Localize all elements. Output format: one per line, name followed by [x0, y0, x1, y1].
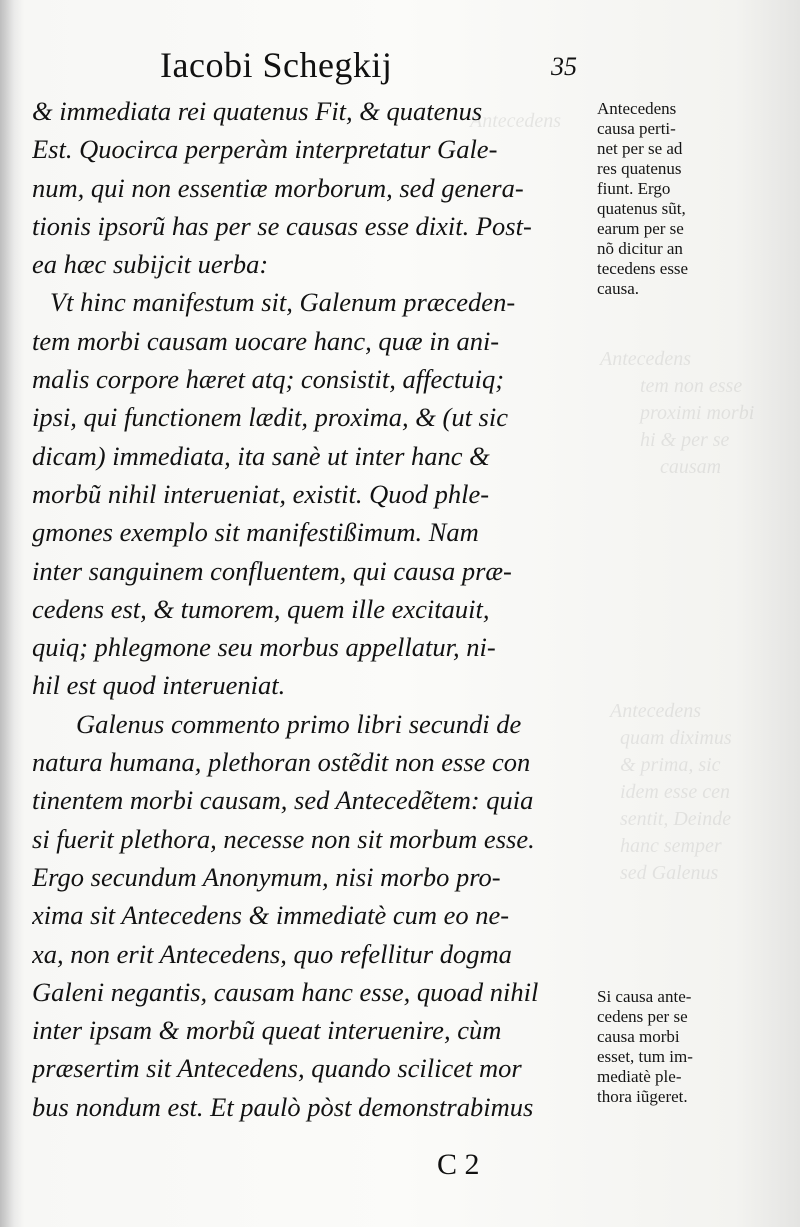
margin-note-line: nõ dicitur an [597, 239, 683, 258]
margin-note-line: esset, tum im- [597, 1047, 693, 1066]
text-line: præsertim sit Antecedens, quando scilicet mor [32, 1053, 522, 1084]
text-line: tinentem morbi causam, sed Antecedẽtem: quia [32, 785, 534, 816]
quote-line: inter sanguinem confluentem, qui causa præ- [32, 555, 512, 586]
margin-note-antecedens [597, 99, 797, 299]
margin-note-line: fiunt. Ergo [597, 179, 671, 198]
quote-line: ipsi, qui functionem lædit, proxima, & (ut sic [32, 402, 508, 433]
quote-line: Vt hinc manifestum sit, Galenum præceden- [50, 287, 516, 318]
margin-note-line: causa. [597, 279, 640, 298]
text-line: Ergo secundum Anonymum, nisi morbo pro- [32, 861, 501, 892]
quote-line: cedens est, & tumorem, quem ille excitauit, [32, 593, 490, 624]
text-line: natura humana, plethoran ostẽdit non esse con [32, 747, 531, 778]
margin-note-line: net per se ad [597, 139, 683, 158]
quote-line: hil est quod interueniat. [32, 670, 286, 701]
margin-note-line: tecedens esse [597, 259, 689, 278]
text-line: inter ipsam & morbũ queat interuenire, cùm [32, 1015, 502, 1046]
text-line: ea hæc subijcit uerba: [32, 249, 269, 280]
text-line: xa, non erit Antecedens, quo refellitur dogma [32, 938, 512, 969]
text-line: Est. Quocirca perperàm interpretatur Gale- [32, 134, 498, 165]
show-through: Antecedens Antecedens tem non esse proximi morbi hi & per se causam Antecedens quam diximus & prima, sic idem esse cen sentit, Deinde hanc semper sed Galenus [470, 110, 755, 884]
text-line: bus nondum est. Et paulò pòst demonstrabimus [32, 1091, 534, 1122]
page-number: 35 [551, 52, 577, 81]
text-line: tionis ipsorũ has per se causas esse dixit. Post- [32, 210, 532, 241]
page-header [0, 44, 800, 88]
text-line: xima sit Antecedens & immediatè cum eo ne- [32, 900, 510, 931]
text-line: num, qui non essentiæ morborum, sed genera- [32, 172, 524, 203]
margin-note-line: causa morbi [597, 1027, 680, 1046]
margin-note-line: Si causa ante- [597, 987, 692, 1006]
margin-note-line: mediatè ple- [597, 1067, 682, 1086]
quote-line: tem morbi causam uocare hanc, quæ in ani- [32, 325, 500, 356]
margin-note-line: quatenus sũt, [597, 199, 686, 218]
quote-line: morbũ nihil interueniat, existit. Quod phle- [32, 478, 490, 509]
quote-line: malis corpore hæret atq; consistit, affectuiq; [32, 364, 505, 395]
text-line: si fuerit plethora, necesse non sit morbum esse. [32, 823, 535, 854]
signature-mark: C 2 [437, 1148, 480, 1181]
margin-note-si-causa [597, 987, 797, 1107]
text-line: Galeni negantis, causam hanc esse, quoad nihil [32, 976, 539, 1007]
margin-note-line: res quatenus [597, 159, 682, 178]
margin-note-line: causa perti- [597, 119, 676, 138]
paragraph-start-line: Galenus commento primo libri secundi de [76, 708, 522, 739]
margin-note-line: Antecedens [597, 99, 677, 118]
quote-line: quiq; phlegmone seu morbus appellatur, ni- [32, 632, 496, 663]
quote-line: dicam) immediata, ita sanè ut inter hanc & [32, 440, 490, 471]
margin-note-line: earum per se [597, 219, 684, 238]
text-line: & immediata rei quatenus Fit, & quatenus [32, 96, 483, 126]
margin-note-line: thora iũgeret. [597, 1087, 688, 1106]
main-text-block [32, 92, 588, 1126]
gutter-shadow [0, 0, 14, 1227]
quote-line: gmones exemplo sit manifestißimum. Nam [32, 517, 479, 548]
margin-note-line: cedens per se [597, 1007, 688, 1026]
running-head: Iacobi Schegkij [160, 45, 393, 85]
